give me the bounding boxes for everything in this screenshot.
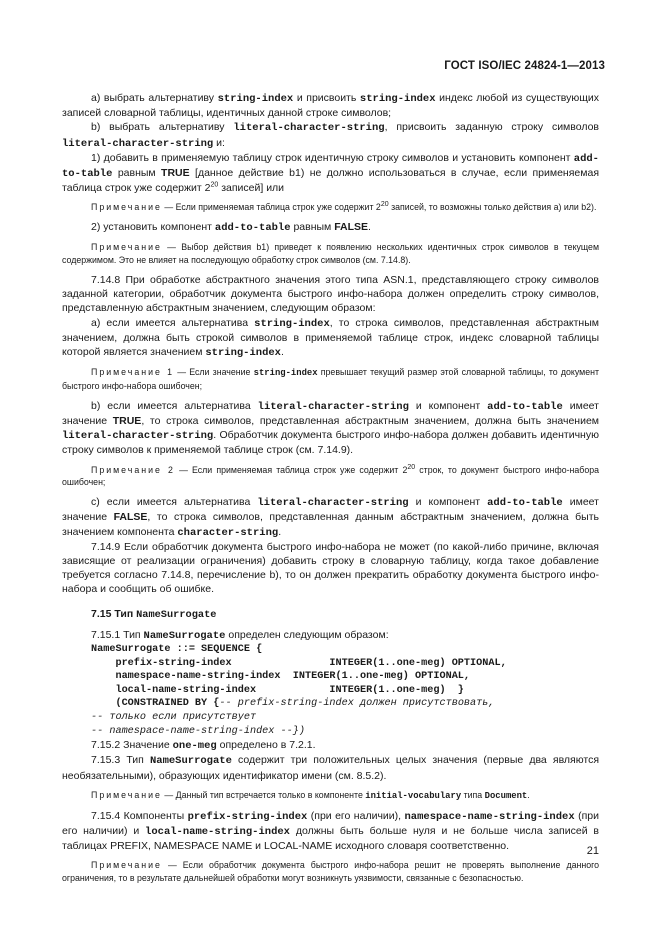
section-heading-7-15: 7.15 Тип NameSurrogate [91,607,217,621]
note-duplicate-strings: Примечание — Выбор действия b1) приведет к появлению нескольких идентичных строк символов в текущем содержимом. Это не влияет на последующую обработку строк символов (см. 7.14.8). [62,242,599,266]
paragraph-c-literal: с) если имеется альтернатива literal-character-string и компонент add-to-table имеет значение FALSE, то строка символов, представленная данным абстрактным значением, должна быть значением компонента character-string. [62,496,599,539]
paragraph-7-15-2: 7.15.2 Значение one-meg определено в 7.2.1. [91,739,316,753]
paragraph-option-2: 2) установить компонент add-to-table равным FALSE. [91,221,371,235]
code-line: (CONSTRAINED BY {-- prefix-string-index должен присутствовать, [91,698,495,710]
note-1-index-exceeds: Примечание 1 — Если значение string-index превышает текущий размер этой словарной таблицы, то документ быстрого инфо-набора ошибочен; [62,367,599,392]
paragraph-a-alternative: а) выбрать альтернативу string-index и присвоить string-index индекс любой из существующих записей словарной таблицы, идентичных данной строке символов; [62,92,599,120]
paragraph-option-1: 1) добавить в применяемую таблицу строк идентичную строку символов и установить компонент add-to-table равным TRUE [данное действие b1) не должно использоваться в случае, если применяемая таблица строк уже содержит $2^{20}$ записей] или [62,151,600,195]
code-line: local-name-string-index INTEGER(1..one-meg) } [91,684,464,696]
document-header: ГОСТ ISO/IEC 24824-1—2013 [444,60,605,72]
note-table-full: Примечание — Если применяемая таблица строк уже содержит $2^{20}$ записей, то возможны только действия а) или b2). [91,201,597,213]
paragraph-7-14-8: 7.14.8 При обработке абстрактного значения этого типа ASN.1, представляющего строку символов заданной категории, обработчик документа быстрого инфо-набора должен определить строку символов, представленную абстрактным значением, следующим образом: [62,274,599,315]
paragraph-7-14-9: 7.14.9 Если обработчик документа быстрого инфо-набора не может (по какой-либо причине, включая зависящие от реализации ограничения) добавить строку в словарную таблицу, когда такое добавление требуется согласно 7.14.8, перечисление b), то он должен прекратить обработку документа быстрого инфо-набора и сообщить об ошибке. [62,540,599,596]
paragraph-b-literal: b) если имеется альтернатива literal-character-string и компонент add-to-table имеет значение TRUE, то строка символов, представленная абстрактным значением, должна быть значением literal-character-string. Обработчик документа быстрого инфо-набора должен добавить идентичную строку символов к применяемой таблице строк (см. 7.14.9). [62,399,600,457]
page-body [62,91,599,885]
asn1-code-block [91,643,599,738]
paragraph-b-alternative: b) выбрать альтернативу literal-character-string, присвоить заданную строку символов literal-character-string и: [62,121,600,150]
code-line: -- namespace-name-string-index --}) [91,725,305,737]
paragraph-a-string-index: а) если имеется альтернатива string-index, то строка символов, представленная абстрактным значением, должна быть строкой символов в применяемой таблице строк, индекс словарной таблицы которой является значением string-index. [62,316,600,360]
code-line: namespace-name-string-index INTEGER(1..one-meg) OPTIONAL, [91,671,471,683]
code-line: -- только если присутствует [91,712,257,724]
note-2-table-full: Примечание 2 — Если применяемая таблица строк уже содержит $2^{20}$ строк, то документ быстрого инфо-набора ошибочен; [62,463,599,488]
page-number: 21 [586,845,599,857]
note-security: Примечание — Если обработчик документа быстрого инфо-набора решит не проверять выполнение данного ограничения, то в результате дальнейшей обработки могут возникнуть уязвимости, связанные с безопасностью. [62,860,599,884]
code-line: prefix-string-index INTEGER(1..one-meg) OPTIONAL, [91,657,507,669]
paragraph-7-15-3: 7.15.3 Тип NameSurrogate содержит три положительных целых значения (первые два являются необязательными), образующих идентификатор имени (см. 8.5.2). [62,754,599,782]
code-line: NameSurrogate ::= SEQUENCE { [91,644,263,656]
paragraph-7-15-1: 7.15.1 Тип NameSurrogate определен следующим образом: [91,628,389,642]
paragraph-7-15-4: 7.15.4 Компоненты prefix-string-index (при его наличии), namespace-name-string-index (при его наличии) и local-name-string-index должны быть больше нуля и не больше числа записей в таблицах PREFIX, NAMESPACE NAME и LOCAL-NAME исходного словаря соответственно. [62,809,599,853]
note-initial-vocabulary: Примечание — Данный тип встречается только в компоненте initial-vocabulary типа Document. [91,789,530,801]
